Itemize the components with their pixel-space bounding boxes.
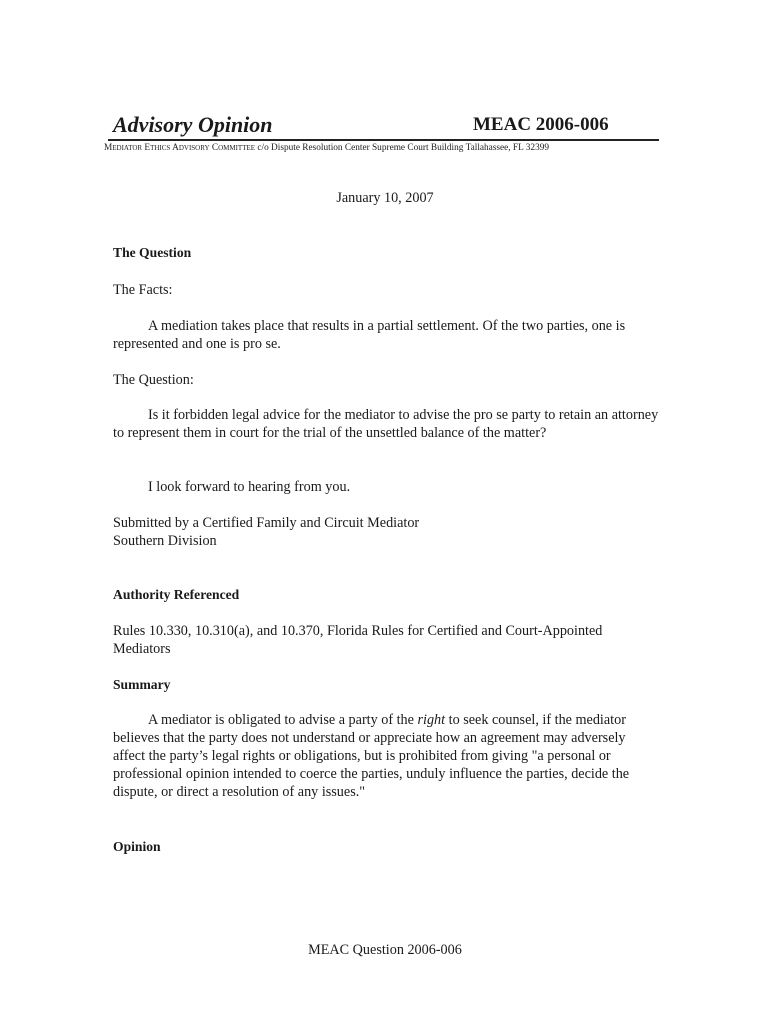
page-footer: MEAC Question 2006-006 xyxy=(308,942,462,958)
committee-name: Mediator Ethics Advisory Committee xyxy=(104,143,256,153)
committee-line xyxy=(104,143,549,153)
header-rule xyxy=(108,139,659,141)
document-header xyxy=(113,112,661,140)
authority-heading: Authority Referenced xyxy=(113,587,240,602)
opinion-date: January 10, 2007 xyxy=(336,190,434,206)
summary-paragraph xyxy=(113,711,661,801)
reference-number: MEAC 2006-006 xyxy=(473,114,609,135)
question-heading: The Question xyxy=(113,245,192,260)
submitted-by: Submitted by a Certified Family and Circuit Mediator xyxy=(113,515,420,531)
summary-heading: Summary xyxy=(113,677,171,692)
summary-text-end: to seek counsel, if the mediator believes that the party does not understand or appreciate how an agreement may adversely affect the party’s legal rights or obligations, but is prohibited from giving "a personal or professional opinion intended to coerce the parties, unduly influence the parties, decide the dispute, or direct a resolution of any issues." xyxy=(113,712,630,800)
facts-label: The Facts: xyxy=(113,282,173,298)
division: Southern Division xyxy=(113,533,217,549)
committee-address: c/o Dispute Resolution Center Supreme Court Building Tallahassee, FL 32399 xyxy=(257,143,550,153)
facts-paragraph: A mediation takes place that results in a partial settlement. Of the two parties, one is represented and one is pro se. xyxy=(113,318,626,352)
opinion-heading: Opinion xyxy=(113,839,161,854)
summary-text-start: A mediator is obligated to advise a party of the xyxy=(148,712,414,728)
closing-line: I look forward to hearing from you. xyxy=(148,479,351,495)
document-title: Advisory Opinion xyxy=(113,112,273,137)
summary-emphasis: right xyxy=(417,712,446,728)
authority-paragraph: Rules 10.330, 10.310(a), and 10.370, Florida Rules for Certified and Court-Appointed Mediators xyxy=(113,623,603,657)
question-paragraph: Is it forbidden legal advice for the mediator to advise the pro se party to retain an attorney to represent them in court for the trial of the unsettled balance of the matter? xyxy=(113,407,659,441)
question-label: The Question: xyxy=(113,372,194,388)
